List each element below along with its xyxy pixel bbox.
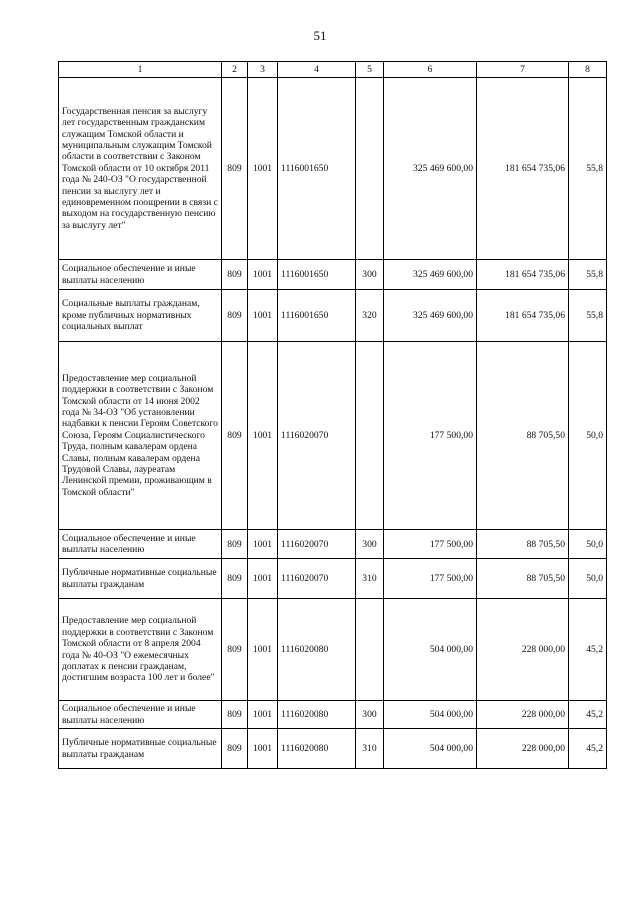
row-pct-cell: 45,2 — [569, 701, 607, 729]
row-plan-cell: 177 500,00 — [384, 530, 477, 559]
table-row — [59, 78, 607, 260]
header-cell: 4 — [278, 62, 356, 78]
row-name-cell: Публичные нормативные социальные выплаты гражданам — [59, 559, 222, 599]
row-plan-cell: 325 469 600,00 — [384, 78, 477, 260]
row-pct-cell: 55,8 — [569, 290, 607, 342]
row-plan-cell: 177 500,00 — [384, 559, 477, 599]
row-pct-cell: 45,2 — [569, 599, 607, 701]
row-pct-cell: 50,0 — [569, 530, 607, 559]
row-rz-cell: 1001 — [248, 559, 278, 599]
header-cell: 5 — [356, 62, 384, 78]
row-vr-cell — [356, 599, 384, 701]
row-cs-cell: 1116020070 — [278, 530, 356, 559]
table-row — [59, 290, 607, 342]
row-gr-cell: 809 — [222, 599, 248, 701]
row-vr-cell: 310 — [356, 729, 384, 769]
row-name-cell: Предоставление мер социальной поддержки в соответствии с Законом Томской области от 8 апреля 2004 года № 40-ОЗ "О ежемесячных доплатах к пенсии гражданам, достигшим возраста 100 лет и более" — [59, 599, 222, 701]
page-number: 51 — [313, 28, 327, 43]
row-vr-cell — [356, 78, 384, 260]
row-gr-cell: 809 — [222, 701, 248, 729]
row-pct-cell: 50,0 — [569, 559, 607, 599]
row-gr-cell: 809 — [222, 729, 248, 769]
row-name-cell: Социальное обеспечение и иные выплаты населению — [59, 260, 222, 290]
table-row — [59, 342, 607, 530]
row-fact-cell: 88 705,50 — [477, 559, 569, 599]
row-gr-cell: 809 — [222, 78, 248, 260]
row-cs-cell: 1116020080 — [278, 599, 356, 701]
row-name-cell: Предоставление мер социальной поддержки в соответствии с Законом Томской области от 14 июня 2002 года № 34-ОЗ "Об установлении надбавки к пенсии Героям Советского Союза, Героям Социалистического Труда, полным кавалерам ордена Славы, полным кавалерам ордена Трудовой Славы, лауреатам Ленинской премии, проживающим в Томской области" — [59, 342, 222, 530]
row-fact-cell: 228 000,00 — [477, 729, 569, 769]
row-vr-cell: 310 — [356, 559, 384, 599]
row-cs-cell: 1116001650 — [278, 260, 356, 290]
row-plan-cell: 504 000,00 — [384, 599, 477, 701]
header-cell: 8 — [569, 62, 607, 78]
row-rz-cell: 1001 — [248, 530, 278, 559]
table-row — [59, 260, 607, 290]
row-name-cell: Публичные нормативные социальные выплаты гражданам — [59, 729, 222, 769]
table-row — [59, 559, 607, 599]
row-fact-cell: 228 000,00 — [477, 701, 569, 729]
row-rz-cell: 1001 — [248, 599, 278, 701]
header-cell: 6 — [384, 62, 477, 78]
row-plan-cell: 325 469 600,00 — [384, 290, 477, 342]
table-row — [59, 530, 607, 559]
row-name-cell: Социальные выплаты гражданам, кроме публичных нормативных социальных выплат — [59, 290, 222, 342]
row-cs-cell: 1116001650 — [278, 78, 356, 260]
table-row — [59, 599, 607, 701]
row-rz-cell: 1001 — [248, 701, 278, 729]
row-name-cell: Государственная пенсия за выслугу лет государственным гражданским служащим Томской области и муниципальным служащим Томской области в соответствии с Законом Томской области от 10 октября 2011 года № 240-ОЗ "О государственной пенсии за выслугу лет и единовременном поощрении в связи с выходом на государственную пенсию за выслугу лет" — [59, 78, 222, 260]
row-fact-cell: 181 654 735,06 — [477, 290, 569, 342]
table-row — [59, 701, 607, 729]
row-rz-cell: 1001 — [248, 729, 278, 769]
row-gr-cell: 809 — [222, 342, 248, 530]
header-cell: 2 — [222, 62, 248, 78]
row-gr-cell: 809 — [222, 260, 248, 290]
row-cs-cell: 1116020070 — [278, 342, 356, 530]
row-cs-cell: 1116001650 — [278, 290, 356, 342]
row-fact-cell: 181 654 735,06 — [477, 260, 569, 290]
row-fact-cell: 88 705,50 — [477, 530, 569, 559]
row-pct-cell: 45,2 — [569, 729, 607, 769]
row-fact-cell: 228 000,00 — [477, 599, 569, 701]
row-fact-cell: 88 705,50 — [477, 342, 569, 530]
row-plan-cell: 504 000,00 — [384, 701, 477, 729]
budget-table — [58, 61, 607, 769]
row-gr-cell: 809 — [222, 559, 248, 599]
row-gr-cell: 809 — [222, 290, 248, 342]
header-cell: 3 — [248, 62, 278, 78]
row-rz-cell: 1001 — [248, 290, 278, 342]
row-rz-cell: 1001 — [248, 260, 278, 290]
header-row — [59, 62, 607, 78]
row-plan-cell: 325 469 600,00 — [384, 260, 477, 290]
row-name-cell: Социальное обеспечение и иные выплаты населению — [59, 701, 222, 729]
row-vr-cell: 300 — [356, 260, 384, 290]
row-cs-cell: 1116020080 — [278, 701, 356, 729]
table-row — [59, 729, 607, 769]
row-rz-cell: 1001 — [248, 342, 278, 530]
row-name-cell: Социальное обеспечение и иные выплаты населению — [59, 530, 222, 559]
row-plan-cell: 177 500,00 — [384, 342, 477, 530]
row-pct-cell: 50,0 — [569, 342, 607, 530]
row-cs-cell: 1116020070 — [278, 559, 356, 599]
row-gr-cell: 809 — [222, 530, 248, 559]
row-pct-cell: 55,8 — [569, 78, 607, 260]
header-cell: 7 — [477, 62, 569, 78]
row-rz-cell: 1001 — [248, 78, 278, 260]
row-pct-cell: 55,8 — [569, 260, 607, 290]
header-cell: 1 — [59, 62, 222, 78]
row-vr-cell: 320 — [356, 290, 384, 342]
row-vr-cell: 300 — [356, 701, 384, 729]
row-fact-cell: 181 654 735,06 — [477, 78, 569, 260]
row-plan-cell: 504 000,00 — [384, 729, 477, 769]
row-vr-cell — [356, 342, 384, 530]
row-vr-cell: 300 — [356, 530, 384, 559]
row-cs-cell: 1116020080 — [278, 729, 356, 769]
